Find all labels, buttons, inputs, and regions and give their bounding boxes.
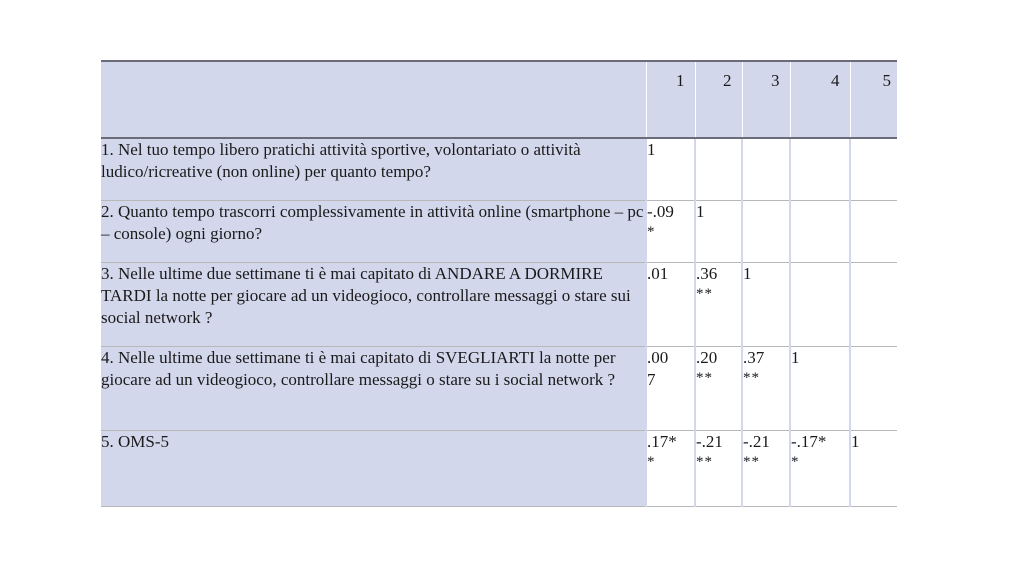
- table-cell: [790, 262, 850, 346]
- table-cell: [790, 200, 850, 262]
- table-cell: [850, 200, 897, 262]
- table-cell: [742, 346, 790, 430]
- cell-value: -.17*: [791, 431, 827, 451]
- header-cell-1: 1: [646, 61, 695, 138]
- header-cell-3: 3: [742, 61, 790, 138]
- header-cell-4: 4: [790, 61, 850, 138]
- table-cell: [695, 430, 742, 506]
- table-cell: [695, 262, 742, 346]
- table-cell: [646, 200, 695, 262]
- cell-value: 1: [743, 263, 752, 283]
- row-label: 4. Nelle ultime due settimane ti è mai capitato di SVEGLIARTI la notte per giocare ad un videogioco, controllare messaggi o stare su i social network ?: [101, 346, 646, 430]
- correlation-table: [101, 60, 897, 507]
- header-cell-5: 5: [850, 61, 897, 138]
- table-row: [101, 138, 897, 200]
- table-cell: [695, 346, 742, 430]
- table-cell: [742, 430, 790, 506]
- cell-value: .01: [647, 263, 669, 283]
- table-cell: [646, 138, 695, 200]
- cell-significance: **: [696, 369, 713, 386]
- table-cell: [695, 138, 742, 200]
- cell-value: .36: [696, 263, 718, 283]
- cell-value: 1: [696, 201, 705, 221]
- table-cell: [790, 430, 850, 506]
- table-cell: [646, 262, 695, 346]
- cell-significance: **: [696, 453, 713, 470]
- header-cell-2: 2: [695, 61, 742, 138]
- cell-significance: *: [647, 223, 656, 240]
- table-cell: [850, 138, 897, 200]
- table-cell: [850, 262, 897, 346]
- cell-value: 1: [647, 140, 656, 159]
- table-cell: [850, 430, 897, 506]
- table-cell: [646, 346, 695, 430]
- cell-value: 1: [791, 347, 800, 367]
- table-row: [101, 200, 897, 262]
- table-cell: [790, 138, 850, 200]
- table-row: [101, 430, 897, 506]
- cell-value: .17*: [647, 431, 677, 451]
- cell-significance: *: [791, 453, 800, 470]
- row-label: 3. Nelle ultime due settimane ti è mai capitato di ANDARE A DORMIRE TARDI la notte per giocare ad un videogioco, controllare messaggi o stare sui social network ?: [101, 262, 646, 346]
- table-cell: [646, 430, 695, 506]
- table-row: [101, 262, 897, 346]
- table-cell: [790, 346, 850, 430]
- row-label: 1. Nel tuo tempo libero pratichi attività sportive, volontariato o attività ludico/ricreative (non online) per quanto tempo?: [101, 138, 646, 200]
- header-label-cell: [101, 61, 646, 138]
- row-label: 2. Quanto tempo trascorri complessivamente in attività online (smartphone – pc – console) ogni giorno?: [101, 200, 646, 262]
- cell-significance: *: [647, 453, 656, 470]
- cell-significance: **: [696, 285, 713, 302]
- cell-value: -.21: [743, 431, 770, 451]
- cell-value: .37: [743, 347, 765, 367]
- cell-value: .00: [647, 347, 669, 367]
- table-cell: [742, 262, 790, 346]
- cell-value: .20: [696, 347, 718, 367]
- cell-significance: **: [743, 369, 760, 386]
- table-cell: [742, 138, 790, 200]
- cell-value: 1: [851, 431, 860, 451]
- cell-value-continued: 7: [647, 369, 656, 389]
- table-cell: [850, 346, 897, 430]
- table-body: [101, 61, 897, 506]
- header-row: [101, 61, 897, 138]
- row-label: 5. OMS-5: [101, 430, 646, 506]
- cell-significance: **: [743, 453, 760, 470]
- cell-value: -.09: [647, 201, 674, 221]
- cell-value: -.21: [696, 431, 723, 451]
- table-row: [101, 346, 897, 430]
- table-cell: [742, 200, 790, 262]
- table-cell: [695, 200, 742, 262]
